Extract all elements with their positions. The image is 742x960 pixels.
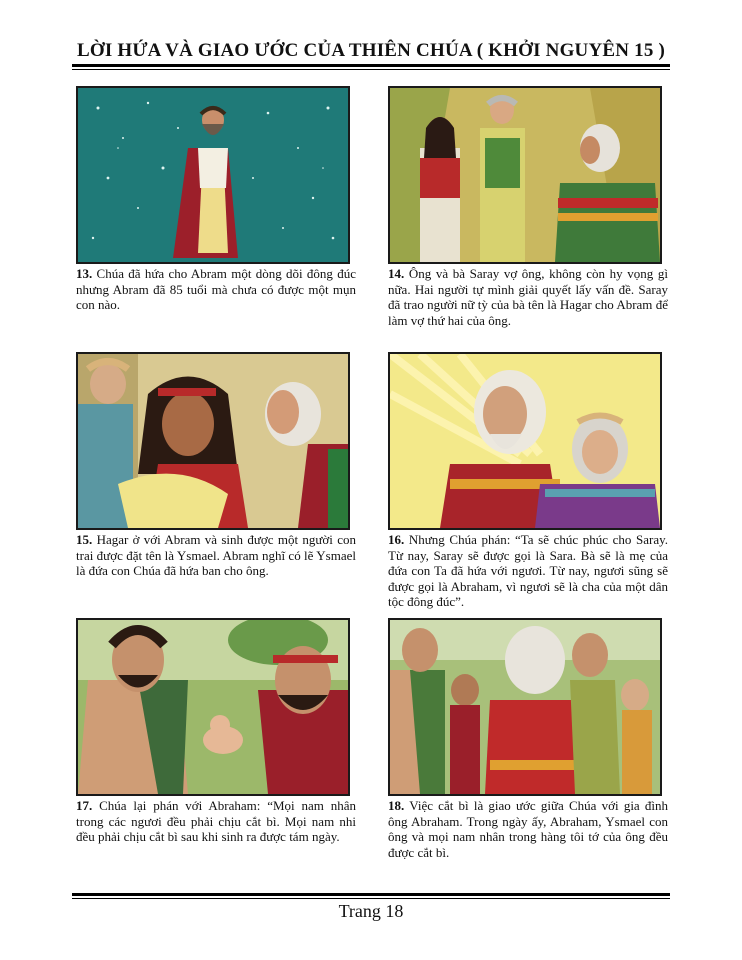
panel-15-caption bbox=[76, 532, 356, 579]
panel-15-text: Hagar ở với Abram và sinh được một người con trai được đặt tên là Ysmael. Abram nghĩ có lẽ Ysmael là đứa con Chúa đã hứa ban cho ông. bbox=[76, 532, 356, 579]
saray-hagar-abram-image bbox=[390, 88, 660, 262]
panel-16-caption bbox=[388, 532, 668, 610]
panel-14-text: Ông và bà Saray vợ ông, không còn hy vọng gì nữa. Hai người tự mình giải quyết lấy vấn đề. Saray đã trao người nữ tỳ của bà tên là Hagar cho Abram để làm vợ thứ hai của ông. bbox=[388, 266, 668, 328]
panel-17-illustration bbox=[76, 618, 350, 796]
panel-13-number: 13. bbox=[76, 266, 93, 281]
panel-14-caption bbox=[388, 266, 668, 328]
panel-17-text: Chúa lại phán với Abraham: “Mọi nam nhân trong các ngươi đều phải chịu cắt bì. Mọi nam nhi đều phải chịu cắt bì sau khi sinh ra được tám ngày. bbox=[76, 798, 356, 845]
page-title: LỜI HỨA VÀ GIAO ƯỚC CỦA THIÊN CHÚA ( KHỞI NGUYÊN 15 ) bbox=[76, 40, 666, 61]
top-divider bbox=[72, 64, 670, 67]
panel-15-illustration bbox=[76, 352, 350, 530]
bottom-divider bbox=[72, 893, 670, 896]
panel-13-text: Chúa đã hứa cho Abram một dòng dõi đông đúc nhưng Abram đã 85 tuổi mà chưa có được một mụn con nào. bbox=[76, 266, 356, 313]
panel-14-illustration bbox=[388, 86, 662, 264]
panel-15-number: 15. bbox=[76, 532, 93, 547]
top-divider-thin bbox=[72, 69, 670, 70]
baby-circumcision-image bbox=[78, 620, 348, 794]
panel-18-text: Việc cắt bì là giao ước giữa Chúa với gia đình ông Abraham. Trong ngày ấy, Abraham, Ysmael con ông và mọi nam nhân trong hàng tôi tớ của ông đều được cắt bì. bbox=[388, 798, 669, 860]
abraham-and-sara-blessed-image bbox=[390, 354, 660, 528]
panel-16-number: 16. bbox=[388, 532, 405, 547]
panel-18-caption bbox=[388, 798, 668, 860]
bottom-divider-thin bbox=[72, 898, 670, 899]
panel-14-number: 14. bbox=[388, 266, 405, 281]
panel-13-illustration bbox=[76, 86, 350, 264]
abram-under-stars-image bbox=[78, 88, 348, 262]
panel-13-caption bbox=[76, 266, 356, 313]
panel-18-illustration bbox=[388, 618, 662, 796]
panel-16-text: Nhưng Chúa phán: “Ta sẽ chúc phúc cho Saray. Từ nay, Saray sẽ được gọi là Sara. Bà sẽ là mẹ của đứa con Ta đã hứa với ngươi. Từ nay, ngươi sũng sẽ được gọi là Abraham, vì ngươi sẽ là cha của một dân tộc đông đúc”. bbox=[388, 532, 669, 610]
page-number: Trang 18 bbox=[338, 901, 404, 921]
panel-17-caption bbox=[76, 798, 356, 845]
panel-16-illustration bbox=[388, 352, 662, 530]
hagar-with-ysmael-image bbox=[78, 354, 348, 528]
household-circumcised-image bbox=[390, 620, 660, 794]
panel-18-number: 18. bbox=[388, 798, 405, 813]
panel-17-number: 17. bbox=[76, 798, 93, 813]
